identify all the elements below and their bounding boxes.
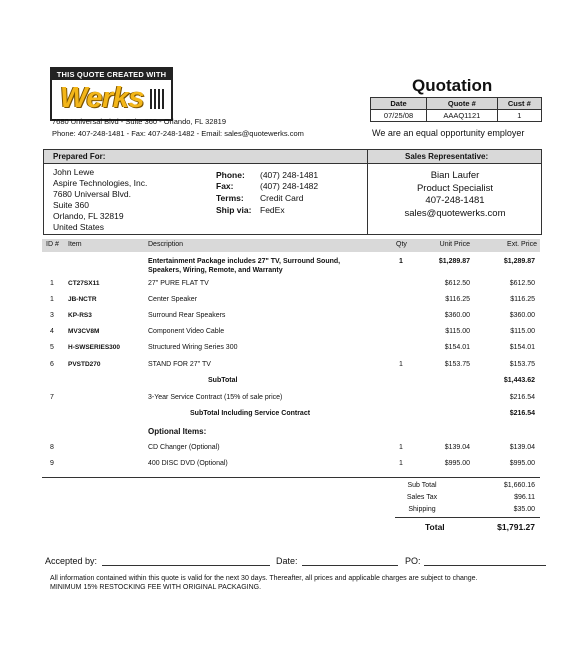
item-id: 1 [50,280,54,287]
cust-number-header: Cust # [497,98,541,110]
cust-number: 1 [497,110,541,122]
logo-tagline: THIS QUOTE CREATED WITH [52,69,171,80]
item-description: Component Video Cable [148,328,225,335]
service-ext-price: $216.54 [509,394,535,401]
customer-info-box [43,149,542,235]
prepared-for-header: Prepared For: [53,152,106,161]
item-unit-price: $154.01 [444,344,470,351]
quote-date: 07/25/08 [371,110,427,122]
item-ext-price: $139.04 [509,444,535,451]
sales-rep-phone: 407-248-1481 [425,195,485,206]
subtotal-value: $1,443.62 [503,377,535,384]
sales-rep-header: Sales Representative: [405,152,489,161]
item-unit-price: $612.50 [444,280,470,287]
item-code: KP-RS3 [68,312,92,319]
ship-via-label: Ship via: [216,205,252,215]
item-description: STAND FOR 27" TV [148,361,211,368]
item-ext-price: $154.01 [509,344,535,351]
optional-items-header: Optional Items: [148,427,207,436]
item-ext-price: $995.00 [509,460,535,467]
sub-total-value: $1,660.16 [503,482,535,489]
package-description-2: Speakers, Wiring, Remote, and Warranty [148,267,283,274]
item-id: 9 [50,460,54,467]
item-ext-price: $612.50 [509,280,535,287]
item-id: 4 [50,328,54,335]
date-signature-line[interactable] [302,565,398,566]
items-end-divider [42,477,540,478]
package-description-1: Entertainment Package includes 27" TV, Surround Sound, [148,258,341,265]
sales-tax-label: Sales Tax [406,494,438,501]
item-id: 8 [50,444,54,451]
item-qty: 1 [399,460,403,467]
col-ext-price: Ext. Price [507,241,537,248]
item-description: Center Speaker [148,296,198,303]
item-code: CT27SX11 [68,280,100,287]
po-signature-line[interactable] [424,565,546,566]
subtotal-label: SubTotal [208,377,238,384]
item-code: MV3CV8M [68,328,100,335]
customer-address [53,167,147,233]
logo-barcode-icon [150,89,164,109]
restocking-note: MINIMUM 15% RESTOCKING FEE WITH ORIGINAL PACKAGING. [50,584,262,591]
service-description: 3-Year Service Contract (15% of sale price) [148,394,283,401]
col-id: ID # [46,241,59,248]
item-id: 6 [50,361,54,368]
accepted-by-label: Accepted by: [45,556,98,566]
sales-rep-name: Bian Laufer [430,170,480,181]
item-unit-price: $115.00 [445,328,470,335]
item-id: 3 [50,312,54,319]
item-description: CD Changer (Optional) [148,444,220,451]
total-label: Total [425,522,445,532]
item-qty: 1 [399,444,403,451]
customer-suite: Suite 360 [53,200,89,210]
totals-divider [395,517,540,518]
item-unit-price: $116.25 [445,296,470,303]
fax-label: Fax: [216,181,234,191]
package-ext-price: $1,289.87 [503,258,535,265]
item-code: JB-NCTR [68,296,97,303]
customer-name: John Lewe [53,167,95,177]
col-description: Description [148,241,184,248]
company-address: 7680 Universal Blvd - Suite 360 - Orlando, FL 32819 [52,117,226,126]
item-ext-price: $153.75 [509,361,535,368]
quote-number: AAAQ1121 [427,110,498,122]
sub-total-label: Sub Total [407,482,437,489]
subtotal-service-label: SubTotal Including Service Contract [190,410,311,417]
item-qty: 1 [399,361,403,368]
payment-terms: Credit Card [260,193,304,203]
customer-city: Orlando, FL 32819 [53,211,124,221]
item-description: Structured Wiring Series 300 [148,344,238,351]
customer-fax: (407) 248-1482 [260,181,319,191]
shipping-label: Shipping [408,506,436,513]
sales-tax-value: $96.11 [514,494,535,501]
item-unit-price: $139.04 [444,444,470,451]
sales-rep-title: Product Specialist [416,182,494,194]
subtotal-service-value: $216.54 [509,410,535,417]
po-label: PO: [405,556,421,566]
item-description: 27" PURE FLAT TV [148,280,209,287]
item-code: H-SWSERIES300 [68,344,121,351]
item-code: PVSTD270 [68,361,101,368]
ship-via: FedEx [260,205,285,215]
item-unit-price: $360.00 [444,312,470,319]
equal-opportunity-note: We are an equal opportunity employer [372,128,525,138]
company-contact: Phone: 407-248-1481 - Fax: 407-248-1482 - Email: sales@quotewerks.com [52,129,304,138]
package-unit-price: $1,289.87 [438,258,470,265]
date-label: Date: [276,556,298,566]
service-id: 7 [50,394,54,401]
item-unit-price: $153.75 [444,361,470,368]
sales-rep-details [347,170,563,220]
quotewerks-logo [50,67,173,121]
item-ext-price: $115.00 [510,328,535,335]
quote-date-header: Date [371,98,427,110]
customer-country: United States [53,222,105,232]
sales-rep-email: sales@quotewerks.com [404,207,506,219]
shipping-value: $35.00 [513,506,535,513]
col-qty: Qty [396,241,407,248]
quote-info-table [370,97,542,122]
col-unit-price: Unit Price [439,241,470,248]
quote-number-header: Quote # [427,98,498,110]
item-id: 1 [50,296,54,303]
accepted-by-signature-line[interactable] [102,565,270,566]
col-item: Item [68,241,82,248]
item-id: 5 [50,344,54,351]
package-qty: 1 [399,258,403,265]
item-description: 400 DISC DVD (Optional) [148,460,228,467]
page-title: Quotation [412,76,493,95]
item-ext-price: $116.25 [510,296,535,303]
customer-street: 7680 Universal Blvd. [53,189,131,199]
logo-wordmark: Werks [60,82,145,114]
item-ext-price: $360.00 [509,312,535,319]
customer-phone: (407) 248-1481 [260,170,319,180]
total-value: $1,791.27 [497,522,535,532]
item-description: Surround Rear Speakers [148,312,226,319]
phone-label: Phone: [216,170,245,180]
validity-note: All information contained within this quote is valid for the next 30 days. Thereafter, all prices and applicable charges are subject to change. [50,575,478,582]
item-unit-price: $995.00 [444,460,470,467]
customer-company: Aspire Technologies, Inc. [53,178,148,188]
terms-label: Terms: [216,193,244,203]
